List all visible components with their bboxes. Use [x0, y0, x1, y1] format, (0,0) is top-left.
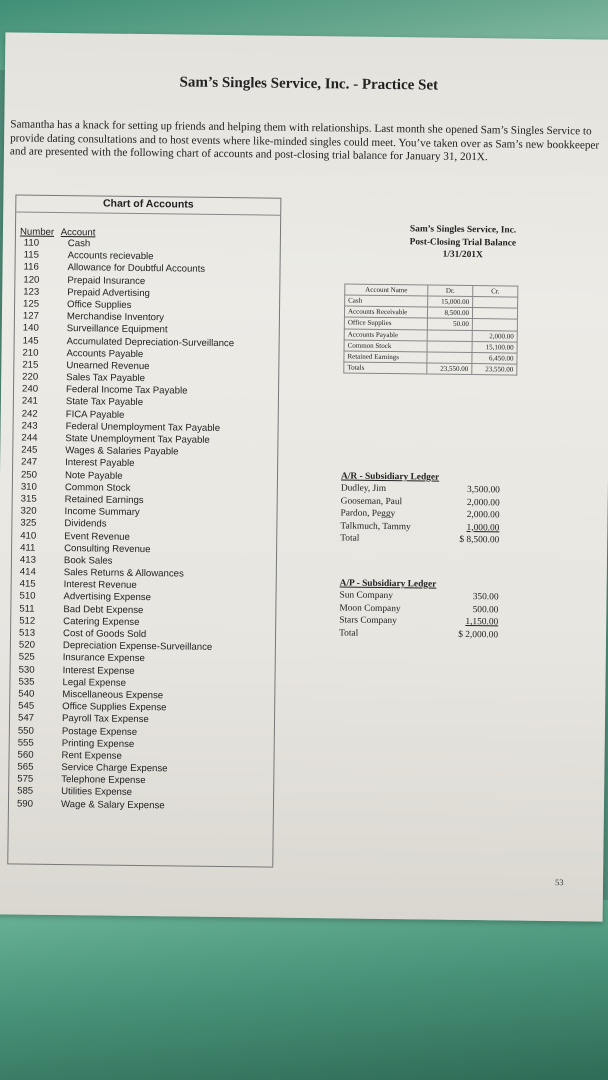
- ledger-amount: 350.00: [472, 592, 499, 603]
- list-item: [340, 532, 499, 546]
- ledger-name: Total: [340, 533, 360, 544]
- account-number: 210: [22, 347, 39, 359]
- ledger-name: Sun Company: [339, 590, 393, 602]
- account-number: 116: [23, 261, 39, 274]
- cr-cell: [472, 308, 517, 320]
- ledger-name: Talkmuch, Tammy: [340, 521, 411, 532]
- account-name: Event Revenue: [64, 530, 130, 543]
- account-number: 565: [17, 761, 34, 773]
- account-name: Advertising Expense: [63, 591, 152, 604]
- account-name: Wage & Salary Expense: [60, 798, 165, 811]
- ledger-amount: 500.00: [472, 604, 499, 616]
- account-name-cell: Retained Earnings: [344, 351, 427, 363]
- account-name: Rent Expense: [61, 749, 122, 762]
- account-name: Cash: [67, 238, 91, 250]
- account-number: 140: [22, 322, 39, 335]
- account-number: 320: [20, 505, 37, 517]
- account-number: 414: [19, 566, 36, 578]
- account-name: Accumulated Depreciation-Surveillance: [66, 335, 235, 349]
- account-number: 125: [23, 298, 40, 310]
- account-name-cell: Accounts Payable: [344, 329, 427, 341]
- account-name: Service Charge Expense: [61, 762, 168, 775]
- document-page: [0, 32, 608, 921]
- cr-cell: [473, 297, 518, 309]
- account-name: Retained Earnings: [64, 494, 144, 506]
- account-number: 585: [17, 785, 34, 798]
- account-name: Common Stock: [64, 481, 131, 494]
- account-name: Dividends: [64, 518, 107, 530]
- account-name: Federal Unemployment Tax Payable: [65, 420, 221, 434]
- account-name: Prepaid Insurance: [67, 274, 146, 287]
- chart-of-accounts-rows: [9, 237, 280, 813]
- account-number: 115: [23, 249, 40, 261]
- ledger-amount: $ 2,000.00: [458, 629, 499, 641]
- col-number-header: Number: [19, 226, 55, 238]
- dr-cell: 8,500.00: [427, 307, 472, 319]
- trial-balance-table: [343, 283, 518, 375]
- account-number: 520: [18, 639, 36, 651]
- account-name: Legal Expense: [62, 676, 127, 689]
- account-name: State Unemployment Tax Payable: [65, 433, 210, 446]
- trial-balance-heading: [373, 223, 553, 263]
- account-name: Utilities Expense: [61, 786, 133, 799]
- account-number: 540: [18, 688, 35, 700]
- account-number: 555: [17, 737, 34, 749]
- dr-cell: [427, 330, 472, 342]
- account-name: Accounts recievable: [67, 250, 154, 263]
- account-number: 413: [19, 554, 37, 566]
- ledger-name: Moon Company: [339, 603, 401, 615]
- account-number: 590: [16, 798, 34, 810]
- account-name: Income Summary: [64, 506, 140, 519]
- account-number: 110: [23, 237, 40, 249]
- ledger-name: Dudley, Jim: [340, 483, 387, 495]
- col-account-name: Account Name: [345, 284, 428, 296]
- ledger-amount: 2,000.00: [466, 497, 500, 509]
- account-name: Interest Payable: [65, 457, 135, 470]
- account-number: 315: [20, 493, 37, 505]
- account-name-cell: Common Stock: [344, 340, 427, 352]
- ap-ledger-title: A/P - Subsidiary Ledger: [339, 578, 437, 590]
- ledger-amount: 1,000.00: [466, 522, 500, 534]
- account-number: 244: [21, 432, 38, 444]
- dr-cell: 23,550.00: [427, 363, 472, 375]
- account-name: Federal Income Tax Payable: [65, 384, 188, 397]
- account-name: Unearned Revenue: [66, 359, 150, 372]
- account-name: Sales Tax Payable: [66, 372, 146, 385]
- ledger-amount: 1,150.00: [465, 617, 499, 628]
- cr-cell: 2,000.00: [472, 330, 517, 342]
- ar-subsidiary-ledger: [340, 470, 500, 546]
- account-name: Catering Expense: [63, 615, 140, 628]
- list-item: [339, 627, 498, 641]
- account-number: 240: [21, 383, 39, 395]
- account-name: Surveillance Equipment: [66, 323, 168, 336]
- account-number: 512: [19, 615, 36, 627]
- account-number: 511: [19, 603, 35, 615]
- trial-balance-title: Post-Closing Trial Balance: [409, 236, 517, 249]
- account-number: 242: [21, 408, 38, 420]
- table-row: [344, 362, 517, 375]
- account-number: 145: [22, 335, 39, 347]
- ap-ledger-rows: [339, 590, 499, 642]
- trial-balance-date: 1/31/201X: [442, 249, 483, 261]
- account-number: 120: [23, 274, 40, 286]
- account-name: Insurance Expense: [62, 652, 145, 665]
- cr-cell: 23,550.00: [472, 364, 517, 376]
- account-number: 411: [20, 542, 36, 554]
- dr-cell: [427, 352, 472, 364]
- account-name: Book Sales: [63, 554, 113, 567]
- account-number: 245: [21, 444, 38, 456]
- account-name: Prepaid Advertising: [67, 286, 150, 299]
- cr-cell: 15,100.00: [472, 341, 517, 353]
- account-number: 127: [22, 310, 40, 322]
- account-name-cell: Totals: [344, 362, 427, 374]
- account-number: 415: [19, 578, 36, 590]
- account-name: Sales Returns & Allowances: [63, 567, 184, 580]
- account-name: Interest Revenue: [63, 579, 137, 592]
- account-number: 550: [17, 725, 34, 737]
- ledger-amount: 3,500.00: [466, 485, 500, 496]
- account-name: Printing Expense: [61, 737, 135, 750]
- account-name: Depreciation Expense-Surveillance: [62, 640, 213, 654]
- dr-cell: 15,000.00: [428, 296, 473, 308]
- ledger-name: Pardon, Peggy: [340, 508, 396, 520]
- account-name: Telephone Expense: [61, 774, 146, 787]
- account-number: 310: [20, 481, 37, 493]
- account-number: 220: [22, 371, 39, 383]
- col-dr: Dr.: [428, 285, 473, 297]
- account-number: 325: [20, 517, 37, 530]
- account-number: 510: [19, 590, 36, 603]
- account-name: Interest Expense: [62, 664, 135, 677]
- col-cr: Cr.: [473, 286, 518, 298]
- cr-cell: [472, 319, 517, 331]
- account-name: Allowance for Doubtful Accounts: [67, 262, 206, 276]
- account-name: State Tax Payable: [65, 396, 144, 409]
- account-number: 247: [21, 456, 38, 469]
- background-bottom: [0, 900, 608, 1080]
- ledger-name: Gooseman, Paul: [340, 496, 403, 508]
- table-row: [9, 798, 273, 813]
- page-number: 53: [555, 877, 564, 888]
- account-number: 243: [21, 420, 38, 432]
- account-name: Cost of Goods Sold: [63, 628, 147, 641]
- account-number: 123: [23, 286, 40, 298]
- cr-cell: 6,450.00: [472, 352, 517, 364]
- account-name: Office Supplies: [67, 299, 132, 311]
- account-number: 545: [18, 700, 35, 712]
- account-number: 215: [22, 359, 39, 371]
- intro-paragraph: Samantha has a knack for setting up friends and helping them with relationships. Last month she opened Sam’s Singles Service to provide dating consultations and to host events where like-minded singles could meet. You’ve taken over as Sam’s new bookkeeper and are presented with the following chart of accounts and post-closing trial balance for January 31, 201X.: [9, 118, 600, 164]
- ar-ledger-title: A/R - Subsidiary Ledger: [340, 471, 440, 483]
- account-number: 513: [19, 627, 36, 639]
- ledger-amount: 2,000.00: [466, 510, 500, 521]
- account-number: 241: [21, 395, 38, 408]
- account-name: Merchandise Inventory: [66, 311, 165, 324]
- ap-subsidiary-ledger: [339, 577, 499, 641]
- account-name-cell: Accounts Receivable: [344, 306, 427, 318]
- account-number: 560: [17, 749, 34, 761]
- account-name: Miscellaneous Expense: [62, 689, 164, 702]
- account-number: 410: [20, 530, 37, 542]
- account-name: Consulting Revenue: [64, 542, 151, 555]
- account-name: FICA Payable: [65, 408, 125, 421]
- ledger-name: Total: [339, 628, 359, 639]
- account-number: 250: [20, 469, 38, 481]
- account-name: Payroll Tax Expense: [61, 713, 149, 726]
- page-title: Sam’s Singles Service, Inc. - Practice Set: [179, 74, 439, 94]
- trial-balance-company: Sam’s Singles Service, Inc.: [409, 224, 517, 236]
- account-number: 530: [18, 664, 35, 676]
- account-number: 575: [17, 773, 34, 785]
- account-name: Note Payable: [64, 469, 123, 482]
- account-name: Accounts Payable: [66, 347, 144, 360]
- ledger-amount: $ 8,500.00: [459, 534, 500, 546]
- ledger-name: Stars Company: [339, 615, 397, 627]
- account-number: 535: [18, 676, 35, 688]
- account-name-cell: Cash: [345, 295, 428, 307]
- chart-of-accounts: [7, 194, 281, 867]
- chart-of-accounts-title: Chart of Accounts: [16, 195, 280, 215]
- col-account-header: Account: [60, 227, 96, 239]
- dr-cell: [427, 341, 472, 353]
- account-name: Postage Expense: [61, 725, 138, 738]
- account-name: Wages & Salaries Payable: [65, 445, 179, 458]
- dr-cell: 50.00: [427, 318, 472, 330]
- ar-ledger-rows: [340, 483, 500, 547]
- account-number: 525: [18, 651, 35, 664]
- account-name: Office Supplies Expense: [62, 701, 167, 714]
- account-name-cell: Office Supplies: [344, 317, 427, 329]
- account-name: Bad Debt Expense: [63, 603, 144, 616]
- account-number: 547: [17, 712, 35, 725]
